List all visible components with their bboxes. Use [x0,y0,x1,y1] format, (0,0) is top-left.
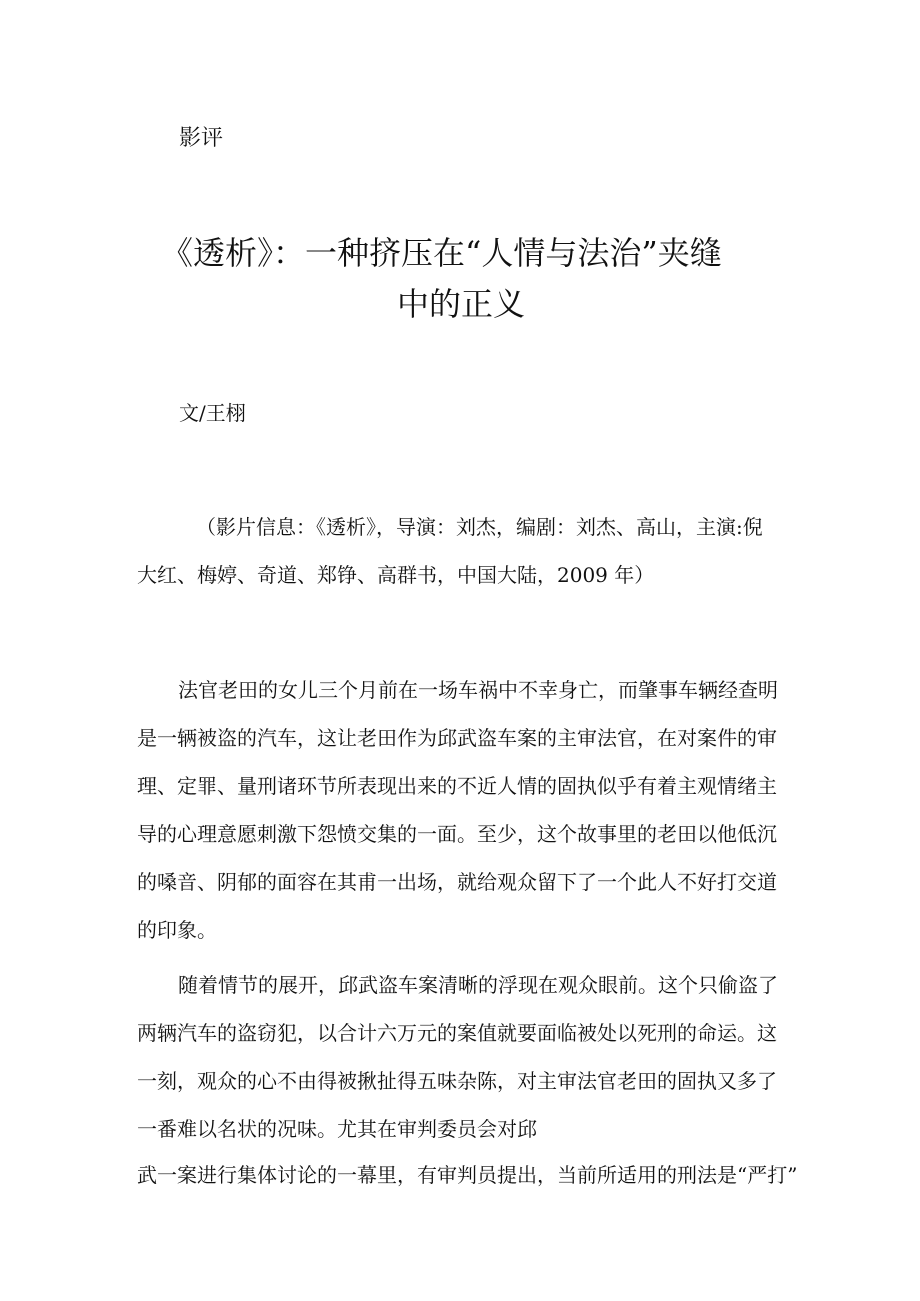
article-title-line-1: 《透析》：一种挤压在“人情与法治”夹缝 [161,234,722,272]
section-label: 影评 [179,126,224,151]
paragraph-1-line: 导的心理意愿刺激下怨愤交集的一面。至少，这个故事里的老田以他低沉 [137,822,777,846]
paragraph-1-line: 理、定罪、量刑诸环节所表现出来的不近人情的固执似乎有着主观情绪主 [137,774,777,798]
paragraph-2-line: 一番难以名状的况味。尤其在审判委员会对邱 [137,1117,537,1141]
paragraph-1-line: 的印象。 [137,918,217,942]
film-info-line-1: （影片信息：《透析》，导演：刘杰，编剧：刘杰、高山，主演:倪 [196,515,763,539]
film-info-line-2: 大红、梅婷、奇道、郑铮、高群书，中国大陆，2009 年） [137,563,655,587]
article-title-line-2: 中的正义 [397,285,526,323]
paragraph-2-line: 两辆汽车的盗窃犯，以合计六万元的案值就要面临被处以死刑的命运。这 [137,1021,777,1045]
paragraph-1-line: 法官老田的女儿三个月前在一场车祸中不幸身亡，而肇事车辆经查明 [178,678,778,702]
paragraph-2-line: 一刻，观众的心不由得被揪扯得五味杂陈，对主审法官老田的固执又多了 [137,1069,777,1093]
author-byline: 文/王栩 [179,401,246,425]
paragraph-2-line: 随着情节的展开，邱武盗车案清晰的浮现在观众眼前。这个只偷盗了 [178,973,778,997]
paragraph-1-line: 是一辆被盗的汽车，这让老田作为邱武盗车案的主审法官，在对案件的审 [137,726,777,750]
paragraph-1-line: 的嗓音、阴郁的面容在其甫一出场，就给观众留下了一个此人不好打交道 [137,870,777,894]
paragraph-2-line: 武一案进行集体讨论的一幕里，有审判员提出，当前所适用的刑法是“严打” [137,1163,798,1187]
